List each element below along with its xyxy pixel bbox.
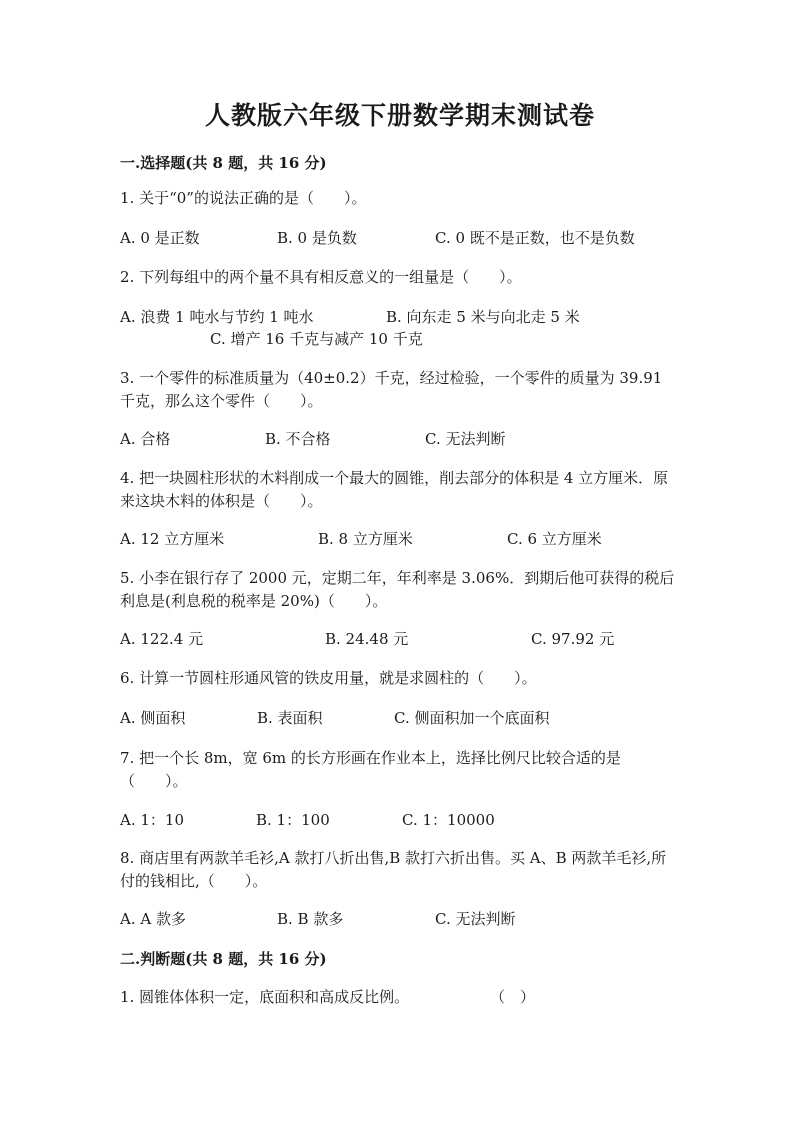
page-title: 人教版六年级下册数学期末测试卷 [204,101,595,130]
option-a: A. A 款多 [120,910,186,928]
question-3: 3. 一个零件的标准质量为（40±0.2）千克，经过检验，一个零件的质量为 39.91 千克，那么这个零件（ ）。 [120,369,663,410]
options-3 [120,428,720,452]
judgement-1 [120,986,680,1009]
option-c: C. 增产 16 千克与减产 10 千克 [210,330,423,348]
option-a: A. 1：10 [120,811,184,829]
options-2 [120,306,720,330]
options-4 [120,528,720,552]
option-c: C. 无法判断 [435,910,516,928]
question-5: 5. 小李在银行存了 2000 元，定期二年，年利率是 3.06%．到期后他可获得的税后利息是(利息税的税率是 20%)（ ）。 [120,569,675,610]
option-a: A. 122.4 元 [120,630,204,648]
options-5 [120,628,720,652]
option-c: C. 1：10000 [402,811,495,829]
section-heading-choice: 一.选择题(共 8 题，共 16 分) [120,154,327,172]
option-b: B. 向东走 5 米与向北走 5 米 [386,308,580,326]
option-c: C. 侧面积加一个底面积 [394,709,550,727]
option-a: A. 侧面积 [120,709,186,727]
option-b: B. 0 是负数 [277,229,357,247]
option-a: A. 合格 [120,430,171,448]
option-a: A. 12 立方厘米 [120,530,225,548]
question-2: 2. 下列每组中的两个量不具有相反意义的一组量是（ ）。 [120,268,522,286]
options-8 [120,908,720,932]
option-b: B. B 款多 [277,910,344,928]
option-b: B. 1：100 [256,811,330,829]
option-a: A. 0 是正数 [120,229,200,247]
judgement-text: 1. 圆锥体体积一定，底面积和高成反比例。 [120,988,410,1006]
option-a: A. 浪费 1 吨水与节约 1 吨水 [120,308,314,326]
question-4: 4. 把一块圆柱形状的木料削成一个最大的圆锥，削去部分的体积是 4 立方厘米．原来这块木料的体积是（ ）。 [120,469,669,510]
options-1 [120,227,720,251]
option-c: C. 97.92 元 [531,630,615,648]
options-6 [120,707,720,731]
option-b: B. 表面积 [257,709,323,727]
option-b: B. 8 立方厘米 [318,530,413,548]
question-8: 8. 商店里有两款羊毛衫,A 款打八折出售,B 款打六折出售。买 A、B 两款羊毛衫,所付的钱相比,（ ）。 [120,849,667,890]
option-c: C. 0 既不是正数，也不是负数 [435,229,635,247]
option-b: B. 不合格 [265,430,331,448]
answer-blank[interactable]: （ ） [490,988,536,1006]
question-7: 7. 把一个长 8m，宽 6m 的长方形画在作业本上，选择比例尺比较合适的是（ ）。 [120,749,621,790]
section-heading-judgement: 二.判断题(共 8 题，共 16 分) [120,950,327,968]
option-c: C. 无法判断 [425,430,506,448]
question-1: 1. 关于“0”的说法正确的是（ ）。 [120,189,367,207]
option-b: B. 24.48 元 [325,630,409,648]
option-c: C. 6 立方厘米 [507,530,602,548]
options-2-row2 [120,328,720,352]
options-7 [120,809,720,833]
question-6: 6. 计算一节圆柱形通风管的铁皮用量，就是求圆柱的（ ）。 [120,669,537,687]
